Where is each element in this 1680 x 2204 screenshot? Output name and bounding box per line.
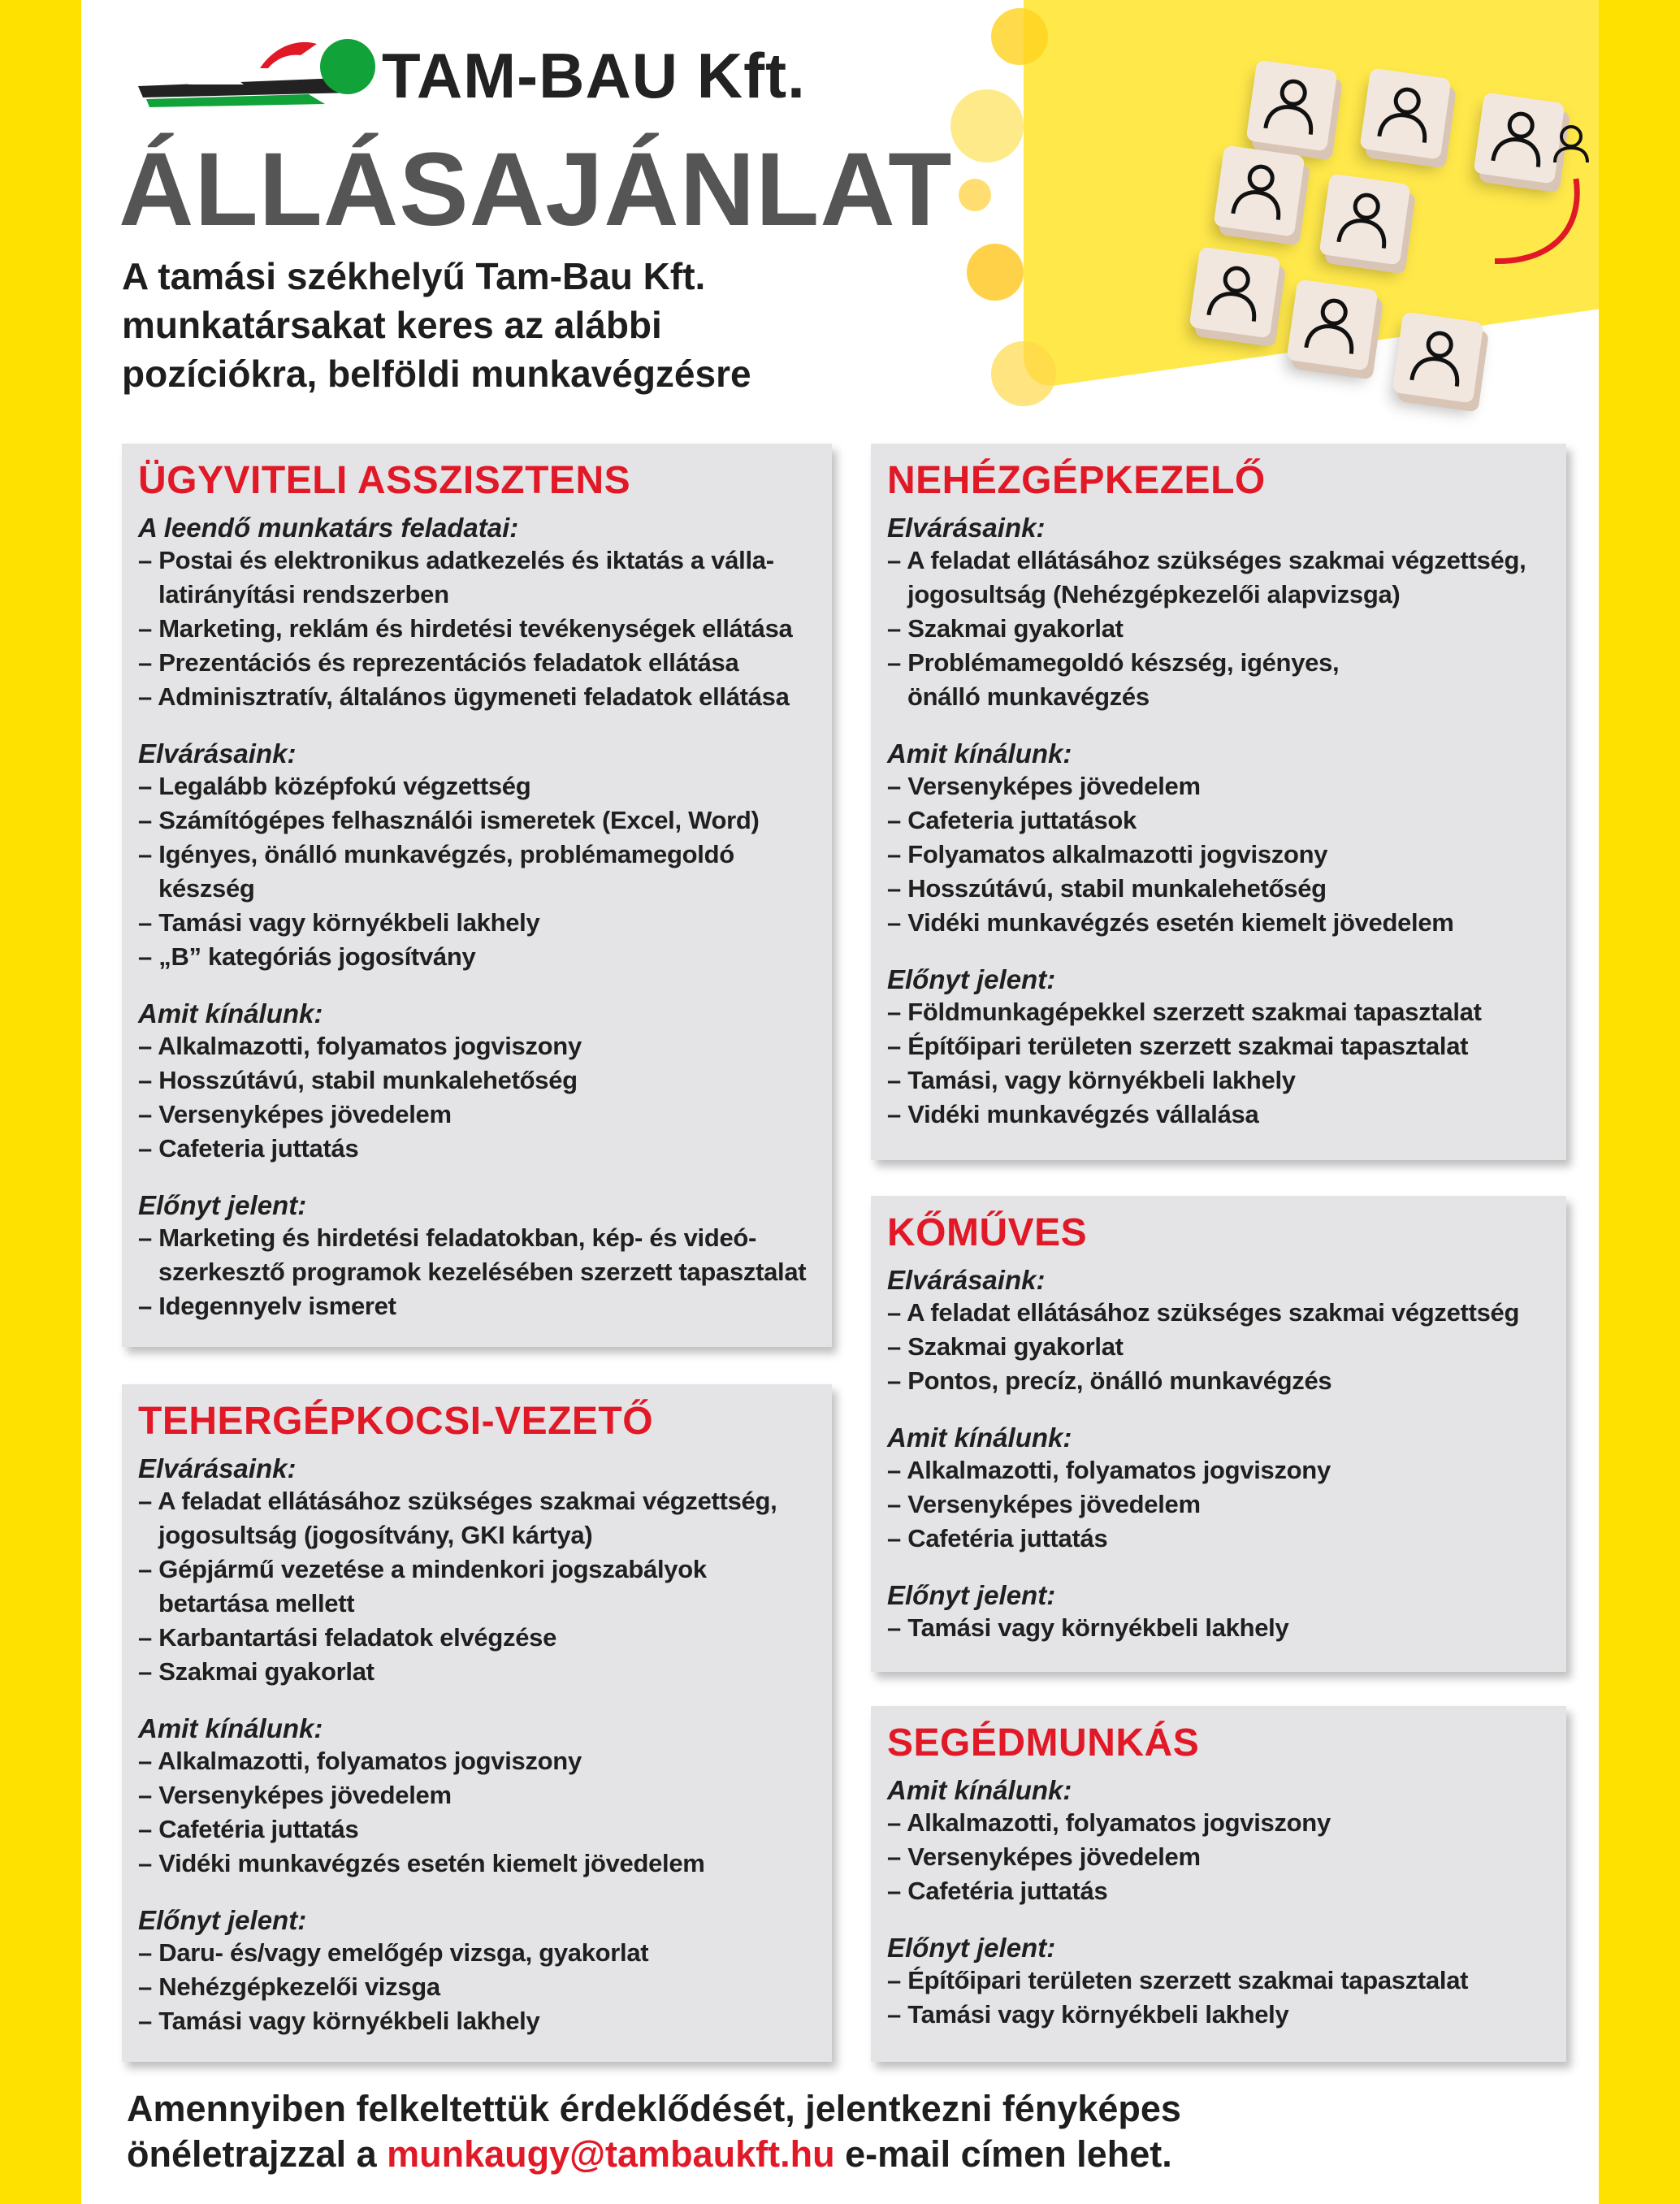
section-heading: Amit kínálunk: bbox=[138, 998, 323, 1028]
job-card-komuves bbox=[871, 1196, 1566, 1672]
list-item bbox=[138, 1970, 814, 2004]
list-item-text: – Számítógépes felhasználói ismeretek (Excel, Word) bbox=[138, 806, 760, 834]
list-item-text: – Marketing és hirdetési feladatokban, kép- és videó- bbox=[138, 1223, 757, 1252]
list-item-text: – Szakmai gyakorlat bbox=[887, 614, 1124, 643]
list-item bbox=[887, 838, 1548, 872]
list-item-text: – Hosszútávú, stabil munkalehetőség bbox=[887, 874, 1327, 903]
requirement-list bbox=[138, 1484, 814, 1689]
page-title: ÁLLÁSAJÁNLAT bbox=[119, 132, 953, 248]
person-cube bbox=[1189, 247, 1281, 339]
section-heading: Elvárásaink: bbox=[887, 1265, 1046, 1295]
list-item-text: – Vidéki munkavégzés esetén kiemelt jövedelem bbox=[887, 908, 1454, 937]
section-heading: Előnyt jelent: bbox=[138, 1905, 307, 1935]
list-item-text: – Hosszútávú, stabil munkalehetőség bbox=[138, 1066, 578, 1094]
list-item bbox=[887, 1611, 1548, 1645]
requirement-list bbox=[887, 1964, 1548, 2032]
list-item-text: betartása mellett bbox=[158, 1589, 355, 1617]
list-item-text: – Vidéki munkavégzés esetén kiemelt jövedelem bbox=[138, 1849, 705, 1877]
list-item bbox=[138, 1655, 814, 1689]
job-title: ÜGYVITELI ASSZISZTENS bbox=[138, 459, 631, 502]
list-item-text: latirányítási rendszerben bbox=[158, 580, 449, 608]
list-item bbox=[887, 1522, 1548, 1556]
list-item bbox=[138, 1063, 814, 1098]
list-item-text: készség bbox=[158, 874, 255, 903]
list-item-text: – Adminisztratív, általános ügymeneti feladatok ellátása bbox=[138, 682, 790, 711]
list-item-text: – Versenyképes jövedelem bbox=[138, 1100, 452, 1128]
requirement-list bbox=[138, 1221, 814, 1323]
list-item-text: – Versenyképes jövedelem bbox=[887, 1842, 1201, 1871]
list-item-text: – Alkalmazotti, folyamatos jogviszony bbox=[138, 1747, 582, 1775]
list-item bbox=[138, 803, 814, 838]
list-item-text: – Cafetéria juttatás bbox=[887, 1524, 1108, 1552]
requirement-list bbox=[138, 1744, 814, 1881]
list-item bbox=[138, 838, 814, 906]
list-item bbox=[887, 803, 1548, 838]
list-item bbox=[887, 612, 1548, 646]
list-item bbox=[138, 1132, 814, 1166]
job-card-ugyviteli bbox=[122, 444, 832, 1347]
list-item-text: – Tamási vagy környékbeli lakhely bbox=[887, 2000, 1289, 2029]
requirement-list bbox=[887, 769, 1548, 940]
list-item bbox=[138, 680, 814, 714]
person-cube bbox=[1319, 174, 1411, 266]
list-item-text: – Cafetéria juttatás bbox=[138, 1815, 359, 1843]
list-item-text: – Igényes, önálló munkavégzés, problémamegoldó bbox=[138, 840, 734, 868]
list-item bbox=[138, 1221, 814, 1289]
list-item-text: – Cafeteria juttatások bbox=[887, 806, 1137, 834]
list-item bbox=[138, 1847, 814, 1881]
person-cube bbox=[1360, 68, 1452, 160]
intro-line: A tamási székhelyű Tam-Bau Kft. bbox=[122, 255, 706, 297]
footer-text: önéletrajzzal a bbox=[127, 2133, 388, 2175]
list-item-text: – Cafeteria juttatás bbox=[138, 1134, 359, 1163]
decor-dot bbox=[991, 8, 1048, 65]
list-item-text: – Szakmai gyakorlat bbox=[138, 1657, 375, 1686]
requirement-list bbox=[887, 995, 1548, 1132]
list-item bbox=[138, 1744, 814, 1778]
decor-dot bbox=[991, 341, 1056, 406]
requirement-list bbox=[887, 1296, 1548, 1398]
list-item bbox=[138, 1484, 814, 1552]
company-logo bbox=[138, 36, 869, 109]
section-heading: Előnyt jelent: bbox=[887, 1933, 1056, 1963]
list-item-text: – Nehézgépkezelői vizsga bbox=[138, 1972, 440, 2001]
list-item-text: – Pontos, precíz, önálló munkavégzés bbox=[887, 1366, 1332, 1395]
list-item bbox=[138, 1936, 814, 1970]
hero-illustration bbox=[959, 0, 1599, 431]
list-item-text: – Daru- és/vagy emelőgép vizsga, gyakorlat bbox=[138, 1938, 649, 1967]
list-item-text: – Legalább középfokú végzettség bbox=[138, 772, 531, 800]
list-item-text: jogosultság (Nehézgépkezelői alapvizsga) bbox=[907, 580, 1401, 608]
intro-line: munkatársakat keres az alábbi bbox=[122, 304, 662, 346]
list-item-text: – Idegennyelv ismeret bbox=[138, 1292, 396, 1320]
list-item bbox=[887, 1487, 1548, 1522]
intro-text bbox=[122, 252, 967, 398]
list-item-text: – Szakmai gyakorlat bbox=[887, 1332, 1124, 1361]
list-item-text: – A feladat ellátásához szükséges szakmai végzettség bbox=[887, 1298, 1520, 1327]
list-item bbox=[887, 1098, 1548, 1132]
requirement-list bbox=[138, 543, 814, 714]
section-heading: Előnyt jelent: bbox=[887, 1580, 1056, 1610]
section-heading: Előnyt jelent: bbox=[138, 1190, 307, 1220]
list-item-text: önálló munkavégzés bbox=[907, 682, 1150, 711]
person-cube bbox=[1287, 279, 1379, 371]
list-item-text: – Tamási vagy környékbeli lakhely bbox=[138, 908, 540, 937]
requirement-list bbox=[138, 769, 814, 974]
section-heading: Amit kínálunk: bbox=[138, 1713, 323, 1743]
decor-dot bbox=[967, 244, 1024, 301]
job-card-nehezgepkezelo bbox=[871, 444, 1566, 1160]
job-title: SEGÉDMUNKÁS bbox=[887, 1721, 1200, 1764]
list-item-text: – Építőipari területen szerzett szakmai tapasztalat bbox=[887, 1966, 1469, 1994]
list-item bbox=[887, 1296, 1548, 1330]
list-item bbox=[887, 769, 1548, 803]
requirement-list bbox=[887, 1806, 1548, 1908]
section-heading: Előnyt jelent: bbox=[887, 964, 1056, 994]
job-title: NEHÉZGÉPKEZELŐ bbox=[887, 459, 1266, 502]
footer-line: Amennyiben felkeltettük érdeklődését, jelentkezni fényképes bbox=[127, 2088, 1181, 2129]
list-item-text: – Alkalmazotti, folyamatos jogviszony bbox=[887, 1808, 1331, 1837]
section-heading: Elvárásaink: bbox=[138, 1453, 297, 1483]
section-heading: Amit kínálunk: bbox=[887, 1422, 1072, 1453]
intro-line: pozíciókra, belföldi munkavégzésre bbox=[122, 353, 751, 395]
section-heading: Amit kínálunk: bbox=[887, 738, 1072, 769]
list-item bbox=[887, 1029, 1548, 1063]
list-item bbox=[887, 872, 1548, 906]
list-item-text: – Versenyképes jövedelem bbox=[138, 1781, 452, 1809]
job-title: KŐMŰVES bbox=[887, 1211, 1088, 1254]
left-yellow-border bbox=[0, 0, 81, 2204]
list-item-text: – Folyamatos alkalmazotti jogviszony bbox=[887, 840, 1328, 868]
section-heading: A leendő munkatárs feladatai: bbox=[138, 513, 519, 543]
list-item-text: – Karbantartási feladatok elvégzése bbox=[138, 1623, 557, 1652]
list-item bbox=[138, 2004, 814, 2038]
list-item-text: szerkesztő programok kezelésében szerzett tapasztalat bbox=[158, 1258, 807, 1286]
job-card-tehergepkocsi bbox=[122, 1384, 832, 2062]
list-item bbox=[138, 769, 814, 803]
list-item bbox=[138, 1552, 814, 1621]
list-item bbox=[138, 646, 814, 680]
section-heading: Elvárásaink: bbox=[138, 738, 297, 769]
list-item-text: – Marketing, reklám és hirdetési tevékenységek ellátása bbox=[138, 614, 793, 643]
footer-text: e-mail címen lehet. bbox=[834, 2133, 1172, 2175]
list-item bbox=[887, 1806, 1548, 1840]
list-item bbox=[138, 1778, 814, 1812]
requirement-list bbox=[887, 1611, 1548, 1645]
road-logo-icon bbox=[138, 36, 382, 109]
list-item-text: – Alkalmazotti, folyamatos jogviszony bbox=[138, 1032, 582, 1060]
job-title: TEHERGÉPKOCSI-VEZETŐ bbox=[138, 1400, 654, 1443]
list-item bbox=[887, 1874, 1548, 1908]
list-item-text: – Tamási, vagy környékbeli lakhely bbox=[887, 1066, 1296, 1094]
list-item bbox=[887, 1840, 1548, 1874]
list-item-text: – Versenyképes jövedelem bbox=[887, 1490, 1201, 1518]
job-card-segedmunkas bbox=[871, 1706, 1566, 2062]
email-link[interactable]: munkaugy@tambaukft.hu bbox=[387, 2133, 835, 2175]
list-item-text: – Prezentációs és reprezentációs feladatok ellátása bbox=[138, 648, 739, 677]
list-item-text: jogosultság (jogosítvány, GKI kártya) bbox=[158, 1521, 593, 1549]
list-item-text: – Építőipari területen szerzett szakmai tapasztalat bbox=[887, 1032, 1469, 1060]
list-item bbox=[887, 1063, 1548, 1098]
list-item bbox=[887, 1364, 1548, 1398]
requirement-list bbox=[138, 1029, 814, 1166]
person-cube bbox=[1246, 60, 1338, 152]
list-item bbox=[138, 612, 814, 646]
footer-contact bbox=[127, 2086, 1573, 2177]
curved-arrow-icon bbox=[1495, 122, 1599, 309]
list-item bbox=[887, 1964, 1548, 1998]
list-item bbox=[887, 1330, 1548, 1364]
list-item bbox=[138, 1621, 814, 1655]
list-item-text: – Vidéki munkavégzés vállalása bbox=[887, 1100, 1259, 1128]
decor-dot bbox=[959, 179, 991, 211]
list-item-text: – Alkalmazotti, folyamatos jogviszony bbox=[887, 1456, 1331, 1484]
list-item-text: – A feladat ellátásához szükséges szakmai végzettség, bbox=[138, 1487, 777, 1515]
list-item bbox=[887, 543, 1548, 612]
list-item bbox=[138, 1098, 814, 1132]
list-item-text: – Postai és elektronikus adatkezelés és iktatás a válla- bbox=[138, 546, 774, 574]
requirement-list bbox=[887, 543, 1548, 714]
person-cube bbox=[1214, 145, 1305, 237]
requirement-list bbox=[887, 1453, 1548, 1556]
list-item bbox=[887, 1453, 1548, 1487]
list-item bbox=[138, 1289, 814, 1323]
list-item bbox=[887, 1998, 1548, 2032]
section-heading: Amit kínálunk: bbox=[887, 1775, 1072, 1805]
list-item bbox=[138, 1029, 814, 1063]
list-item-text: – Földmunkagépekkel szerzett szakmai tapasztalat bbox=[887, 998, 1482, 1026]
section-heading: Elvárásaink: bbox=[887, 513, 1046, 543]
requirement-list bbox=[138, 1936, 814, 2038]
list-item-text: – Tamási vagy környékbeli lakhely bbox=[138, 2007, 540, 2035]
list-item bbox=[138, 543, 814, 612]
list-item bbox=[887, 995, 1548, 1029]
list-item bbox=[138, 906, 814, 940]
list-item-text: – Gépjármű vezetése a mindenkori jogszabályok bbox=[138, 1555, 707, 1583]
flyer bbox=[81, 0, 1599, 2204]
list-item-text: – Tamási vagy környékbeli lakhely bbox=[887, 1613, 1289, 1642]
list-item bbox=[887, 906, 1548, 940]
decor-dot bbox=[950, 89, 1024, 162]
person-cube bbox=[1392, 312, 1484, 404]
list-item-text: – Problémamegoldó készség, igényes, bbox=[887, 648, 1340, 677]
company-name: TAM-BAU Kft. bbox=[382, 40, 806, 111]
list-item-text: – Versenyképes jövedelem bbox=[887, 772, 1201, 800]
right-yellow-border bbox=[1599, 0, 1680, 2204]
list-item bbox=[887, 646, 1548, 714]
footer-line bbox=[127, 2132, 1573, 2177]
list-item-text: – A feladat ellátásához szükséges szakmai végzettség, bbox=[887, 546, 1526, 574]
list-item-text: – Cafetéria juttatás bbox=[887, 1877, 1108, 1905]
list-item-text: – „B” kategóriás jogosítvány bbox=[138, 942, 476, 971]
list-item bbox=[138, 1812, 814, 1847]
list-item bbox=[138, 940, 814, 974]
